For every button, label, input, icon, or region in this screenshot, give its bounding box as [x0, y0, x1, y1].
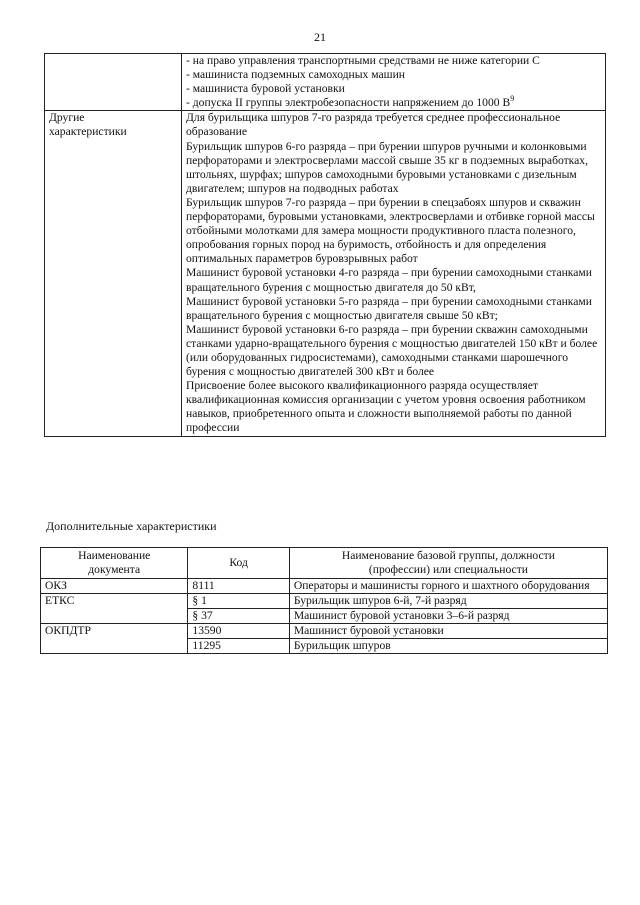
- doc-cell: ЕТКС: [41, 594, 188, 609]
- header-row: [41, 548, 608, 579]
- requirement-text: - допуска II группы электробезопасности напряжением до 1000 В: [186, 96, 511, 110]
- name-cell: Бурильщик шпуров 6-й, 7-й разряд: [289, 594, 607, 609]
- section-title: Дополнительные характеристики: [46, 519, 217, 533]
- paragraph: Присвоение более высокого квалификационного разряда осуществляет квалификационная комиссия организации с учетом уровня освоения работником навыков, приобретенного опыта и сложности выполняемой работы по данной профессии: [186, 379, 586, 435]
- header-text: Наименование базовой группы, должности: [341, 549, 555, 562]
- paragraph: Машинист буровой установки 5-го разряда – при бурении самоходными станками вращательного бурения с мощностью двигателя свыше 50 кВт;: [186, 294, 592, 322]
- name-cell: Операторы и машинисты горного и шахтного оборудования: [289, 579, 607, 594]
- paragraph: Машинист буровой установки 6-го разряда – при бурении скважин самоходными станками ударно-вращательного бурения с мощностью двигателей 150 кВт и более (или оборудованных гидросистемами), самоходными станками шарошечного бурения с мощностью двигателей 300 кВт и более: [186, 322, 598, 379]
- footnote-marker: 9: [510, 94, 515, 104]
- header-code: Код: [188, 548, 289, 579]
- table-row: [41, 594, 608, 609]
- table-row: [41, 579, 608, 594]
- requirements-cell: [182, 54, 606, 111]
- doc-cell: [41, 639, 188, 654]
- codes-table: [40, 547, 608, 654]
- name-cell: Бурильщик шпуров: [289, 639, 607, 654]
- doc-cell: [41, 609, 188, 624]
- label-line: характеристики: [49, 125, 127, 139]
- page-number: 21: [314, 30, 326, 44]
- empty-label-cell: [45, 54, 182, 111]
- header-text: (профессии) или специальности: [368, 563, 528, 576]
- requirement-line: [186, 96, 602, 110]
- table-row: [41, 609, 608, 624]
- paragraph: Для бурильщика шпуров 7-го разряда требуется среднее профессиональное образование: [186, 111, 561, 139]
- header-name: [289, 548, 607, 579]
- header-document: [41, 548, 188, 579]
- requirement-line: - на право управления транспортными средствами не ниже категории С: [186, 54, 540, 67]
- table-row: [45, 111, 606, 436]
- paragraph: Бурильщик шпуров 7-го разряда – при бурении в спецзабоях шпуров и скважин перфораторами, буровыми установками, электросверлами и отбивке горной массы отбойными молотками для замера мощности продуктивного пласта полезного, опробования горных пород на буримость, отбойность и для определения оптимальных параметров буровзрывных работ: [186, 195, 595, 266]
- code-cell: 8111: [188, 579, 289, 594]
- other-characteristics-text: [182, 111, 606, 436]
- header-text: Наименование: [78, 549, 151, 562]
- code-cell: 11295: [188, 639, 289, 654]
- table-row: [41, 639, 608, 654]
- paragraph: Бурильщик шпуров 6-го разряда – при бурении шпуров ручными и колонковыми перфораторами и электросверлами массой свыше 35 кг в подземных выработках, штольнях, шурфах; шпуров самоходными буровыми установками с дизельным двигателем; шпуров на подводных работах: [186, 139, 588, 195]
- name-cell: Машинист буровой установки 3–6-й разряд: [289, 609, 607, 624]
- doc-cell: ОКЗ: [41, 579, 188, 594]
- characteristics-table: [44, 53, 606, 437]
- requirement-line: - машиниста подземных самоходных машин: [186, 68, 405, 82]
- code-cell: 13590: [188, 624, 289, 639]
- requirement-line: - машиниста буровой установки: [186, 82, 345, 96]
- label-line: Другие: [49, 111, 85, 125]
- table-row: [45, 54, 606, 111]
- code-cell: § 1: [188, 594, 289, 609]
- doc-cell: ОКПДТР: [41, 624, 188, 639]
- header-text: документа: [88, 563, 141, 576]
- other-characteristics-label: [45, 111, 182, 436]
- table-row: [41, 624, 608, 639]
- code-cell: § 37: [188, 609, 289, 624]
- name-cell: Машинист буровой установки: [289, 624, 607, 639]
- paragraph: Машинист буровой установки 4-го разряда – при бурении самоходными станками вращательного бурения с мощностью двигателя до 50 кВт,: [186, 266, 592, 294]
